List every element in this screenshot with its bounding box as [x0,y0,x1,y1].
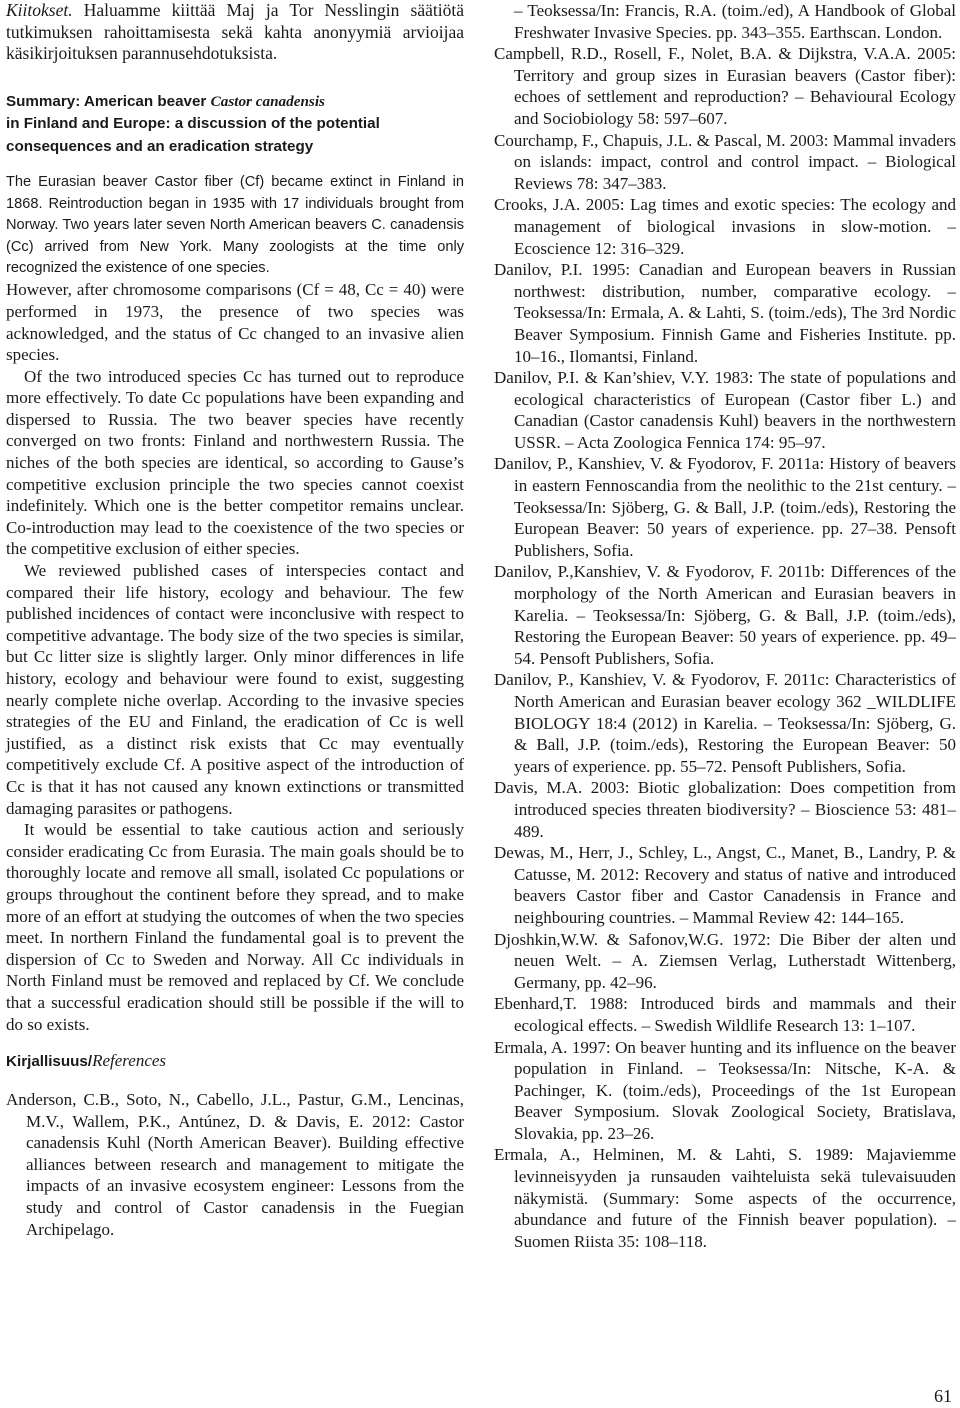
summary-paragraph-4: It would be essential to take cautious action and seriously consider eradicating Cc from Eurasia. The main goals should be to thoroughly locate and remove all small, isolated Cc populations or groups throughout the continent before they spread, and to make more of an effort at studying the outcomes of when the two species meet. In northern Finland the fundamental goal is to prevent the dispersion of Cc to Sweden and Norway. All Cc individuals in North Finland must be removed and replaced by Cf. We conclude that a successful eradication should still be possible if the will to do so exists. [6,820,464,1034]
reference-entry: Danilov, P., Kanshiev, V. & Fyodorov, F. 2011c: Characteristics of North American and Eurasian beaver ecology 362 _WILDLIFE BIOLOGY 18:4 (2012) in Karelia. – Teoksessa/In: Sjöberg, G. & Ball, J.P. (toim./eds), Restoring the European Beaver: 50 years of experience. pp. 55–72. Pensoft Publishers, Sofia. [494,670,956,776]
reference-entry: Dewas, M., Herr, J., Schley, L., Angst, C., Manet, B., Landry, P. & Catusse, M. 2012: Recovery and status of native and introduced beavers Castor fiber and Castor Canadensis in France and neighbouring countries. – Mammal Review 42: 144–165. [494,843,956,927]
reference-entry: Campbell, R.D., Rosell, F., Nolet, B.A. & Dijkstra, V.A.A. 2005: Territory and group sizes in Eurasian beavers (Castor fiber): echoes of settlement and reproduction? – Behavioural Ecology and Sociobiology 58: 597–607. [494,44,956,128]
references-heading-en: References [92,1051,167,1071]
summary-title-rest: in Finland and Europe: a discussion of the potential consequences and an eradication strategy [6,115,380,155]
reference-entry: Danilov, P.I. 1995: Canadian and European beavers in Russian northwest: distribution, number, comparative ecology. – Teoksessa/In: Ermala, A. & Lahti, S. (toim./eds), The 3rd Nordic Beaver Symposium. Finnish Game and Fisheries Institute. pp. 10–16., Ilomantsi, Finland. [494,260,956,366]
reference-entry-continued: – Teoksessa/In: Francis, R.A. (toim./ed), A Handbook of Global Freshwater Invasive Species. pp. 343–355. Earthscan. London. [514,1,956,42]
summary-paragraph-1-continued: However, after chromosome comparisons (Cf = 48, Cc = 40) were performed in 1973, the presence of two species was acknowledged, and the status of Cc changed to an invasive alien species. [6,280,464,365]
page-number: 61 [934,1386,952,1406]
right-column [494,0,956,1252]
reference-entry: Ermala, A. 1997: On beaver hunting and its influence on the beaver population in Finland. – Teoksessa/In: Nitsche, K-A. & Pachinger, K. (toim./eds), Proceedings of the 1st European Beaver Symposium. Slovak Zoological Society, Bratislava, Slovakia, pp. 23–26. [494,1037,956,1143]
acknowledgements-text: Haluamme kiittää Maj ja Tor Nesslingin säätiötä tutkimuksen rahoittamisesta sekä kahta anonyymiä arvioijaa käsikirjoituksen parannusehdotuksista. [6,0,465,64]
references-heading [6,1051,464,1071]
reference-entry: Ermala, A., Helminen, M. & Lahti, S. 1989: Majaviemme levinneisyyden ja runsauden vaihteluista sekä tulevaisuuden näkymistä. (Summary: Some aspects of the occurrence, abundance and future of the Finnish beaver population). – Suomen Riista 35: 108–118. [494,1145,956,1251]
reference-entry: Anderson, C.B., Soto, N., Cabello, J.L., Pastur, G.M., Lencinas, M.V., Wallem, P.K., Antúnez, D. & Davis, E. 2012: Castor canadensis Kuhl (North American Beaver). Building effective alliances between research and management to mitigate the impacts of an invasive ecosystem engineer: Lessons from the study and control of Castor canadensis in the Fuegian Archipelago. [6,1090,464,1239]
reference-entry: Ebenhard,T. 1988: Introduced birds and mammals and their ecological effects. – Swedish Wildlife Research 13: 1–107. [494,994,956,1035]
reference-entry: Danilov, P.,Kanshiev, V. & Fyodorov, F. 2011b: Differences of the morphology of the North American and Eurasian beavers in Karelia. – Teoksessa/In: Sjöberg, G. & Ball, J.P. (toim./eds), Restoring the European Beaver: 50 years of experience. pp. 49–54. Pensoft Publishers, Sofia. [494,562,956,668]
acknowledgements [6,0,464,65]
summary-abstract: The Eurasian beaver Castor fiber (Cf) became extinct in Finland in 1868. Reintroduction began in 1935 with 17 individuals brought from Norway. Two years later seven North American beavers C. canadensis (Cc) arrived from New York. Many zoologists at the time only recognized the existence of one species. [6,174,464,276]
summary-title [6,91,464,159]
references-heading-fi: Kirjallisuus/ [6,1053,93,1071]
summary-paragraph-3: We reviewed published cases of interspecies contact and compared their life history, ecology and behaviour. The few published incidences of contact were inconclusive with respect to competitive advantage. The body size of the two species is similar, but Cc litter size is slightly larger. Only minor differences in life history, ecology and behaviour were found to exist, suggesting nearly complete niche overlap. According to the invasive species strategies of the EU and Finland, the eradication of Cc is well justified, as a distinct risk exists that Cc may eventually competitively exclude Cf. A positive aspect of the introduction of Cc is that it has not caused any known extinctions or transmitted damaging parasites or pathogens. [6,561,464,818]
reference-entry: Djoshkin,W.W. & Safonov,W.G. 1972: Die Biber der alten und neuen Welt. – A. Ziemsen Verlag, Lutherstadt Wittenberg, Germany, pp. 42–96. [494,929,956,992]
reference-entry: Courchamp, F., Chapuis, J.L. & Pascal, M. 2003: Mammal invaders on islands: impact, control and control impact. – Biological Reviews 78: 347–383. [494,130,956,193]
reference-entry: Crooks, J.A. 2005: Lag times and exotic species: The ecology and management of biological invasions in slow-motion. – Ecoscience 12: 316–329. [494,195,956,258]
reference-entry: Davis, M.A. 2003: Biotic globalization: Does competition from introduced species threaten biodiversity? – Bioscience 53: 481–489. [494,778,956,841]
summary-title-species: Castor canadensis [210,92,325,110]
summary-title-prefix: Summary: American beaver [6,92,207,110]
reference-entry: Danilov, P., Kanshiev, V. & Fyodorov, F. 2011a: History of beavers in eastern Fennoscandia from the neolithic to the 21st century. – Teoksessa/In: Sjöberg, G. & Ball, J.P. (toim./eds), Restoring the European Beaver: 50 years of experience. pp. 27–38. Pensoft Publishers, Sofia. [494,454,956,560]
left-column [6,0,464,1240]
summary-paragraph-2: Of the two introduced species Cc has turned out to reproduce more effectively. To date Cc populations have been expanding and dispersed to Russia. The two beaver species have recently converged on two fronts: Finland and northwestern Russia. The niches of the both species are identical, so according to Gause’s competitive exclusion principle the two species cannot coexist indefinitely. Which one is the better competitor remains unclear. Co-introduction may lead to the coexistence of the two species or the competitive exclusion of either species. [6,366,464,559]
reference-entry: Danilov, P.I. & Kan’shiev, V.Y. 1983: The state of populations and ecological characteristics of European (Castor fiber L.) and Canadian (Castor canadensis Kuhl) beavers in the northwestern USSR. – Acta Zoologica Fennica 174: 95–97. [494,368,956,452]
acknowledgements-lead: Kiitokset. [6,0,73,20]
